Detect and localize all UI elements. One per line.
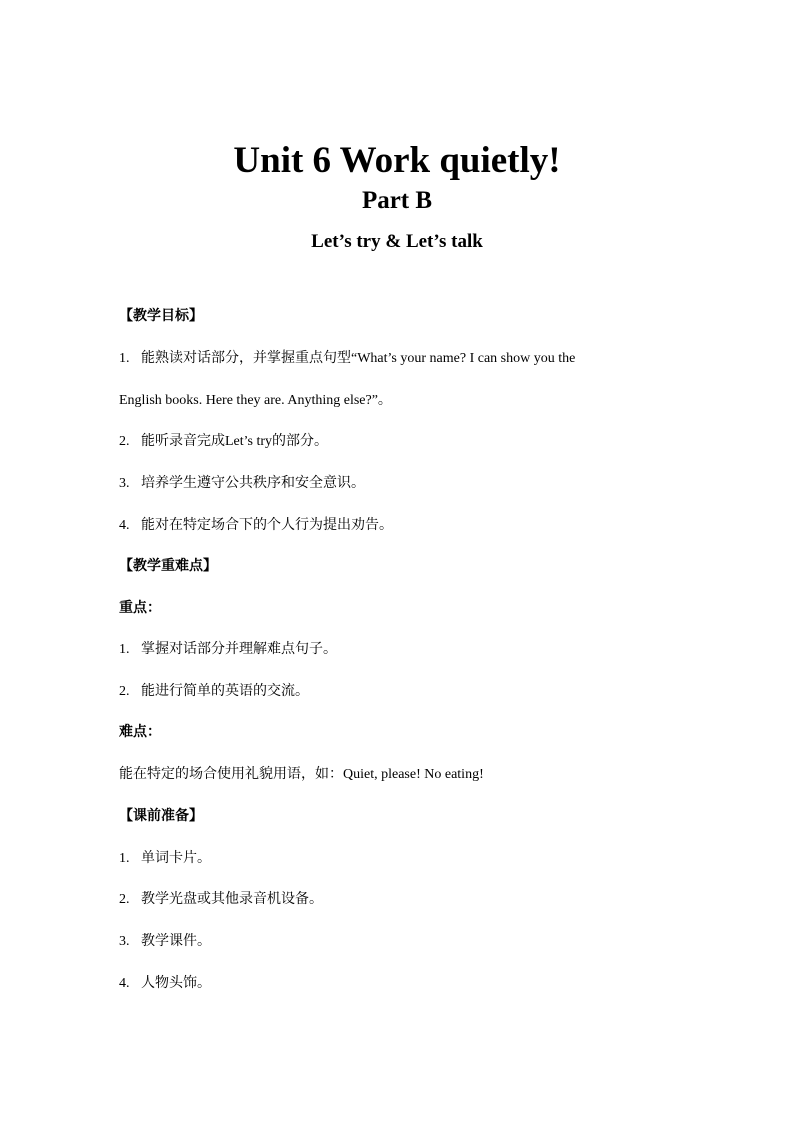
document-subtitle: Let’s try & Let’s talk: [311, 231, 483, 252]
difficulty-label: 难点：: [119, 724, 161, 740]
focus-item-2: [119, 681, 309, 702]
difficulty-text-english: Quiet, please! No eating!: [343, 767, 484, 782]
preparation-heading: 【课前准备】: [119, 808, 203, 824]
focus-number: 2.: [119, 684, 130, 699]
objective-item-1-continued: [119, 390, 392, 411]
difficulty-text-chinese: 能在特定的场合使用礼貌用语，如：: [119, 766, 343, 782]
preparation-item-1: [119, 848, 211, 869]
objective-text: 培养学生遵守公共秩序和安全意识。: [141, 475, 365, 491]
objective-text: 能对在特定场合下的个人行为提出劝告。: [141, 517, 393, 533]
objective-number: 1.: [119, 351, 130, 366]
preparation-text: 教学光盘或其他录音机设备。: [141, 891, 323, 907]
preparation-item-2: [119, 889, 323, 910]
objective-item-4: [119, 515, 393, 536]
preparation-number: 1.: [119, 851, 130, 866]
focus-text: 掌握对话部分并理解难点句子。: [141, 641, 337, 657]
preparation-text: 单词卡片。: [141, 850, 211, 866]
objective-text: 能听录音完成: [141, 433, 225, 449]
objective-number: 2.: [119, 434, 130, 449]
objective-item-1: [119, 348, 575, 369]
objective-text-english: Let’s try: [225, 434, 273, 449]
focus-text: 能进行简单的英语的交流。: [141, 683, 309, 699]
objective-text: 的部分。: [272, 433, 329, 449]
focus-label: 重点：: [119, 600, 161, 616]
document-title: Unit 6 Work quietly!: [233, 140, 561, 181]
preparation-number: 2.: [119, 892, 130, 907]
objective-text-english: “What’s your name? I can show you the: [351, 351, 576, 366]
objective-number: 3.: [119, 476, 130, 491]
preparation-text: 教学课件。: [141, 933, 211, 949]
preparation-number: 3.: [119, 934, 130, 949]
objective-text: 能熟读对话部分，并掌握重点句型: [141, 350, 351, 366]
preparation-item-3: [119, 931, 211, 952]
preparation-number: 4.: [119, 976, 130, 991]
objective-item-2: [119, 431, 328, 452]
objective-text-english: English books. Here they are. Anything else?”。: [119, 393, 392, 408]
document-part-title: Part B: [361, 187, 433, 214]
objective-item-3: [119, 473, 365, 494]
preparation-text: 人物头饰。: [141, 975, 211, 991]
difficulty-text: [119, 764, 484, 785]
focus-number: 1.: [119, 642, 130, 657]
objective-number: 4.: [119, 518, 130, 533]
objectives-heading: 【教学目标】: [119, 308, 203, 324]
focus-item-1: [119, 639, 337, 660]
preparation-item-4: [119, 973, 211, 994]
key-points-heading: 【教学重难点】: [119, 558, 217, 574]
